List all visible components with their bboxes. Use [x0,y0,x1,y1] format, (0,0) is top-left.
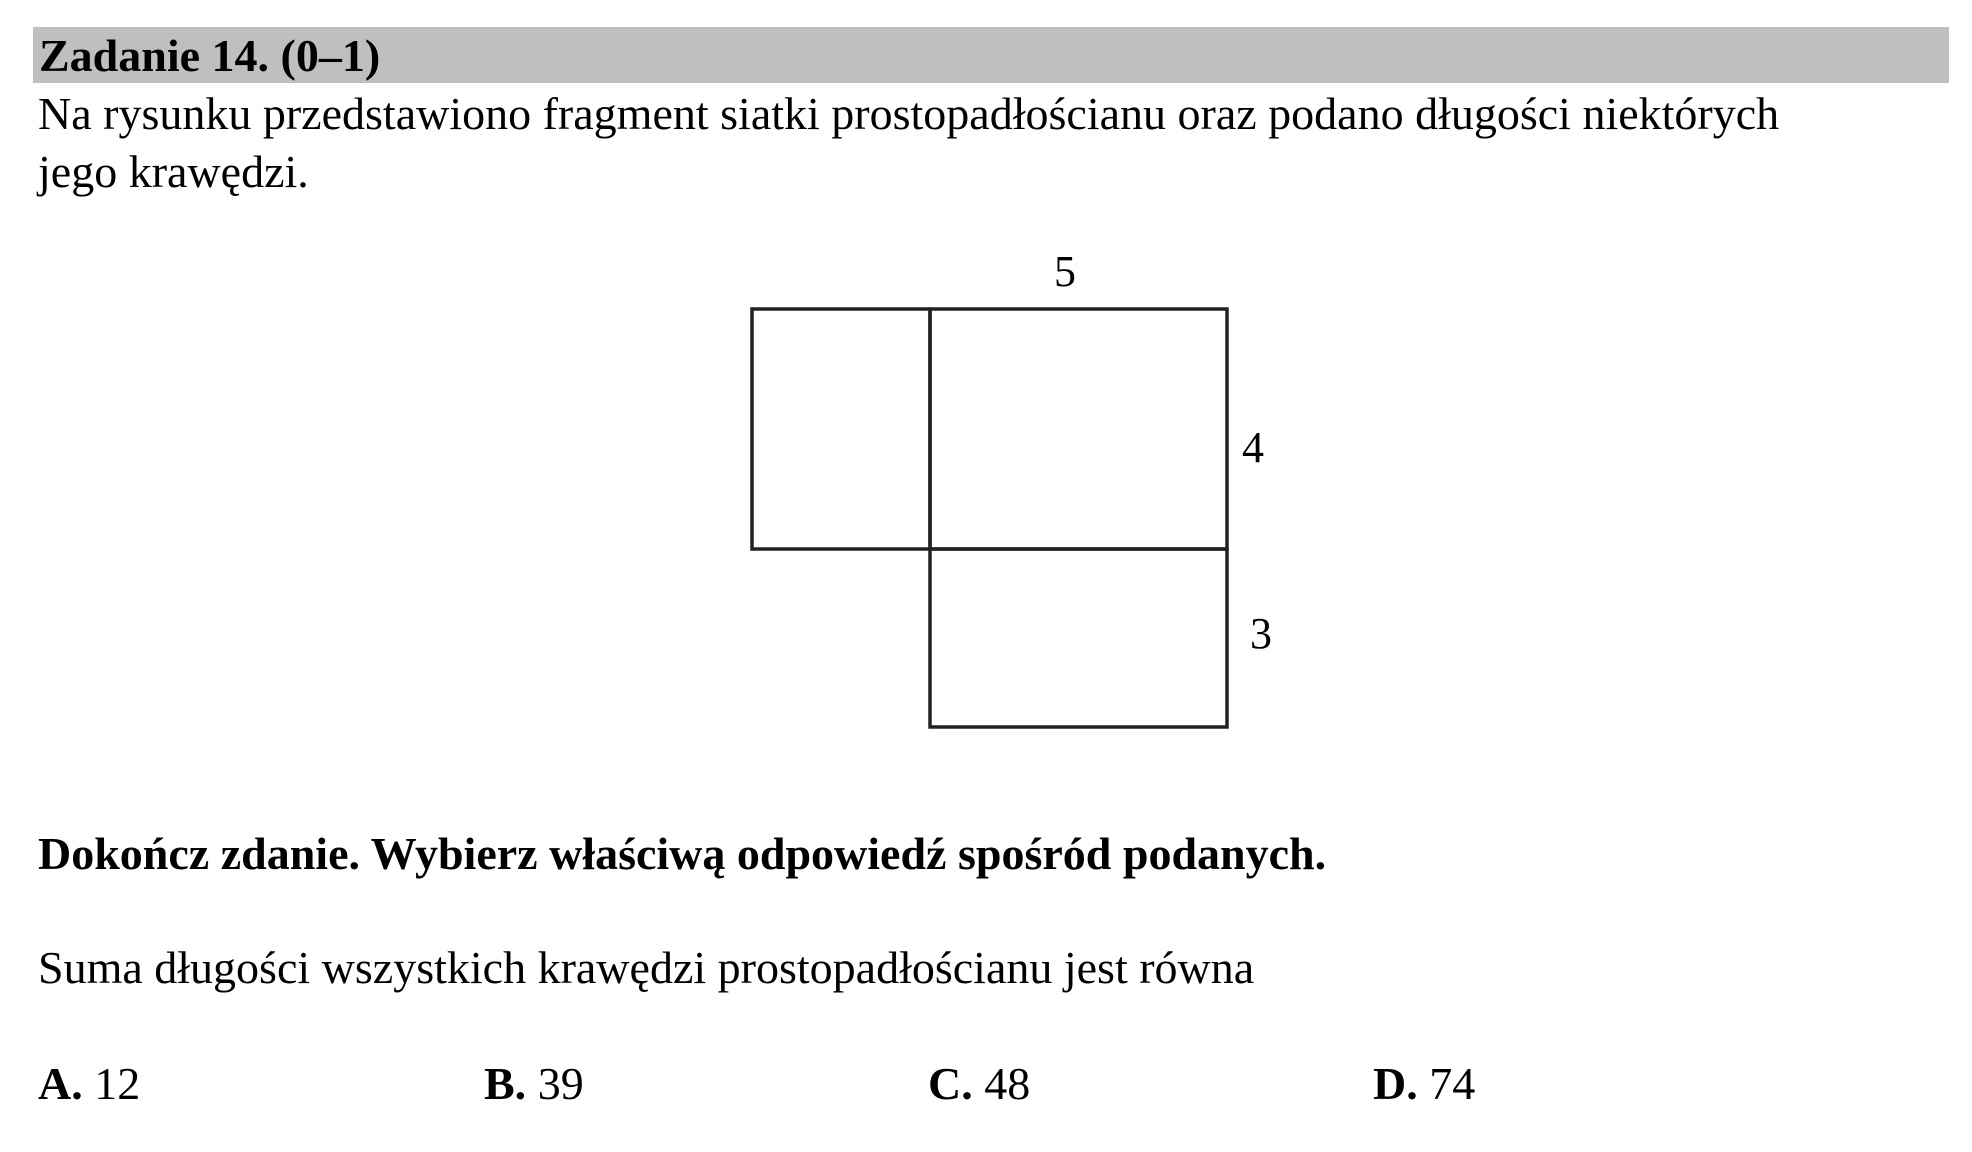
net-face-bottom [930,549,1227,727]
option-letter: B. [484,1058,527,1109]
option-value: 12 [94,1058,141,1109]
cuboid-net-figure [700,230,1320,755]
edge-label-right-upper: 4 [1242,423,1264,472]
net-face-left [752,309,930,549]
option-letter: A. [38,1058,83,1109]
option-value: 74 [1429,1058,1476,1109]
option-value: 39 [537,1058,584,1109]
question-text: Suma długości wszystkich krawędzi prostopadłościanu jest równa [38,942,1255,993]
task-intro-line-2: jego krawędzi. [38,146,309,197]
option-letter: C. [928,1058,973,1109]
instruction-text: Dokończ zdanie. Wybierz właściwą odpowiedź spośród podanych. [38,828,1327,879]
edge-label-top: 5 [1054,247,1076,296]
answer-option-d[interactable] [1373,1058,1475,1110]
answer-option-a[interactable] [38,1058,140,1110]
task-intro-line-1: Na rysunku przedstawiono fragment siatki prostopadłościanu oraz podano długości niektórych [38,88,1780,139]
edge-label-right-lower: 3 [1250,609,1272,658]
option-value: 48 [984,1058,1031,1109]
task-title: Zadanie 14. (0–1) [39,30,381,81]
answer-option-c[interactable] [928,1058,1030,1110]
cuboid-net-svg [700,230,1320,750]
task-header [33,27,1949,83]
answer-option-b[interactable] [484,1058,584,1110]
net-face-main [930,309,1227,549]
option-letter: D. [1373,1058,1418,1109]
